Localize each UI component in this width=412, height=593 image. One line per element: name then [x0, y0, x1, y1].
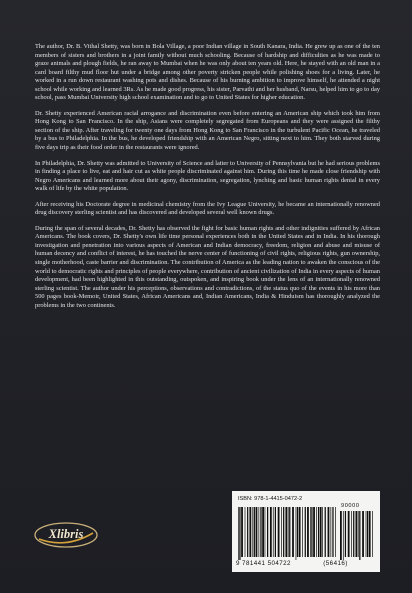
blurb-paragraph-1: The author, Dr. B. Vithal Shetty, was born in Bola Village, a poor Indian village in South Kanara, India. He grew up as one of the ten members of sisters and brothers in a joint family without much schooling. Because of hardship and difficulties as he was made to graze animals and plough fields, he ran away to Mumbai when he was only about ten years old. Here, he stayed with an old man in a card board filthy mud floor hut under a bridge among other poverty stricken people while polishing shoes for a living. Later, he worked in a run down restaurant washing pots and dishes. Because of his burning ambition to improve himself, he attended a night school while working and learned 3Rs. As he made good progress, his sister, Parvathi and her husband, Narsu, helped him to go to day school, pass Mumbai University high school examination and to go to United States for higher education. [35, 43, 380, 102]
publisher-logo [33, 519, 99, 551]
blurb-paragraph-2: Dr. Shetty experienced American racial arrogance and discrimination even before entering an American ship which took him from Hong Kong to San Francisco. In the ship, Asians were completely segregated from Europeans and they were assigned the filthy section of the ship. After traveling for twenty one days from Hong Kong to San Francisco in the turbulent Pacific Ocean, he traveled by a bus to Philadelphia. In the bus, he developed friendship with an American Negro, sitting next to him. They both starved during five days trip as their food order in the restaurants were ignored. [35, 109, 380, 152]
isbn-label: ISBN: 978-1-4415-0472-2 [238, 496, 303, 502]
ean-barcode-bars [238, 507, 336, 561]
blurb-paragraph-3: In Philadelphia, Dr. Shetty was admitted to University of Science and latter to University of Pennsylvania but he had serious problems in finding a place to live, eat and hair cut as white people discriminated against him. During this time he made close friendship with Negro Americans and learned more about their agony, discrimination, segregation, lynching and basic human rights denial in every walk of life by the white population. [35, 159, 380, 193]
barcode-addon-digits: 90000 [341, 503, 360, 509]
ean-number: 9 781441 504722 [236, 560, 291, 567]
blurb-paragraph-4: After receiving his Doctorate degree in medicinal chemistry from the Ivy League University, he became an internationally renowned drug discovery sterling scientist and has discovered and developed several well known drugs. [35, 200, 380, 217]
blurb-paragraph-5: During the span of several decades, Dr. Shetty has observed the fight for basic human rights and other indignities suffered by African Americans. The book covers, Dr. Shetty's own life time personal experiences both in the United States and in India. In his thorough investigation and penetration into various aspects of American and Indian democracy, freedom, religion and abuse and misuse of human decency and conflict of interest, he has touched the nerve center of functioning of civil rights, religious rights, gun ownership, single motherhood, caste barrier and discrimination. The contribution of America as the leading nation to awaken the conscious of the world to democratic rights and principles of people everywhere, contribution of ancient civilization of India in every aspects of human development, had been highlighted in this outstanding, outspoken, and inspiring book under the lens of an internationally renowned sterling scientist. The author under his perceptions, observations and contradictions, of the status quo of the events in his more than 500 pages book-Memoir, United States, African Americans and, Indian Americans, India & Hinduism has thoroughly analyzed the problems in the two continents. [35, 224, 380, 309]
blurb-text [35, 43, 380, 317]
publisher-logo-text: Xlibris [48, 527, 84, 541]
isbn-barcode [232, 491, 380, 572]
addon-barcode-bars [340, 511, 374, 561]
xlibris-logo-icon [33, 519, 99, 551]
ean-digits [236, 560, 348, 567]
price-code: (56416) [323, 560, 348, 567]
